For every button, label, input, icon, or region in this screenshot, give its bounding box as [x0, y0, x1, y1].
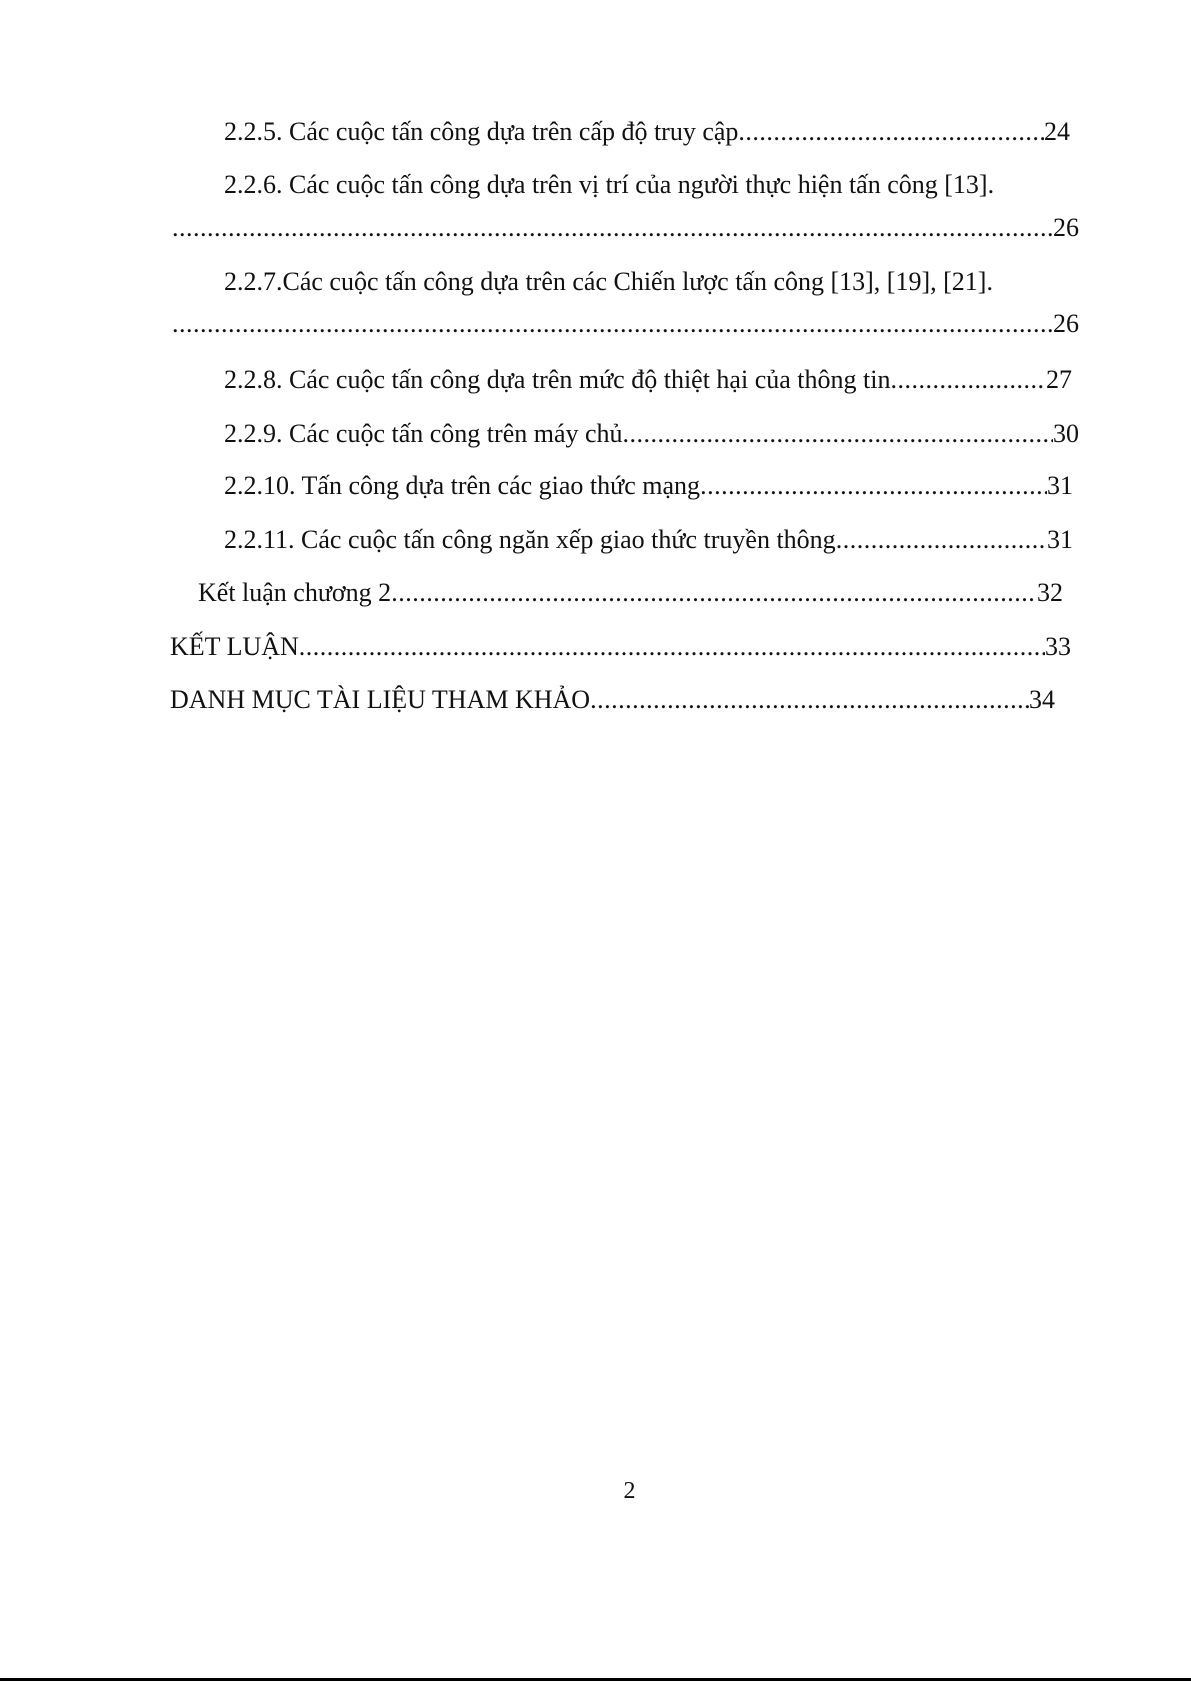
toc-leader-dots: [700, 470, 1047, 502]
toc-leader-dots: [590, 684, 1029, 716]
toc-entry-title: 2.2.8. Các cuộc tấn công dựa trên mức độ thiệt hại của thông tin: [224, 365, 891, 394]
toc-entry-2-2-7-title: 2.2.7.Các cuộc tấn công dựa trên các Chiến lược tấn công [13], [19], [21].: [224, 267, 993, 296]
toc-entry-page: 31: [1047, 525, 1073, 554]
toc-entry-title: Kết luận chương 2: [198, 578, 392, 607]
toc-entry-2-2-5: [224, 116, 1070, 148]
toc-entry-references: [170, 684, 1055, 716]
page-bottom-rule: [0, 1678, 1191, 1681]
toc-leader-dots: [299, 631, 1045, 663]
toc-entry-title: 2.2.9. Các cuộc tấn công trên máy chủ: [224, 419, 623, 448]
toc-entry-page: 31: [1047, 471, 1073, 500]
toc-entry-2-2-11: [224, 524, 1073, 556]
toc-entry-2-2-6-title: 2.2.6. Các cuộc tấn công dựa trên vị trí của người thực hiện tấn công [13].: [224, 170, 995, 199]
page-number: 2: [623, 1478, 636, 1504]
toc-leader-dots: [738, 116, 1044, 148]
toc-entry-page: 32: [1037, 578, 1063, 607]
toc-leader-dots: [172, 308, 1053, 340]
toc-leader-dots: [172, 212, 1053, 244]
toc-entry-chapter-2-conclusion: [198, 577, 1063, 609]
toc-entry-title: 2.2.10. Tấn công dựa trên các giao thức mạng: [224, 471, 701, 500]
toc-leader-dots: [836, 524, 1047, 556]
toc-entry-page: 27: [1046, 365, 1072, 394]
toc-entry-page: 26: [1053, 309, 1079, 338]
toc-entry-title: DANH MỤC TÀI LIỆU THAM KHẢO: [170, 685, 591, 714]
toc-entry-page: 26: [1053, 213, 1079, 242]
toc-entry-title: 2.2.11. Các cuộc tấn công ngăn xếp giao thức truyền thông: [224, 525, 836, 554]
toc-entry-2-2-7-leader: [172, 308, 1079, 340]
toc-entry-page: 34: [1029, 685, 1055, 714]
toc-entry-page: 24: [1044, 117, 1070, 146]
toc-leader-dots: [391, 577, 1037, 609]
toc-entry-2-2-9: [224, 418, 1079, 450]
toc-entry-title: 2.2.5. Các cuộc tấn công dựa trên cấp độ truy cập: [224, 117, 739, 146]
toc-entry-page: 33: [1045, 632, 1071, 661]
toc-leader-dots: [890, 364, 1046, 396]
toc-entry-title: KẾT LUẬN: [170, 632, 299, 661]
toc-entry-page: 30: [1053, 419, 1079, 448]
toc-entry-2-2-8: [224, 364, 1072, 396]
toc-leader-dots: [623, 418, 1053, 450]
toc-entry-conclusion: [170, 631, 1071, 663]
toc-entry-2-2-10: [224, 470, 1073, 502]
toc-entry-2-2-6-leader: [172, 212, 1079, 244]
